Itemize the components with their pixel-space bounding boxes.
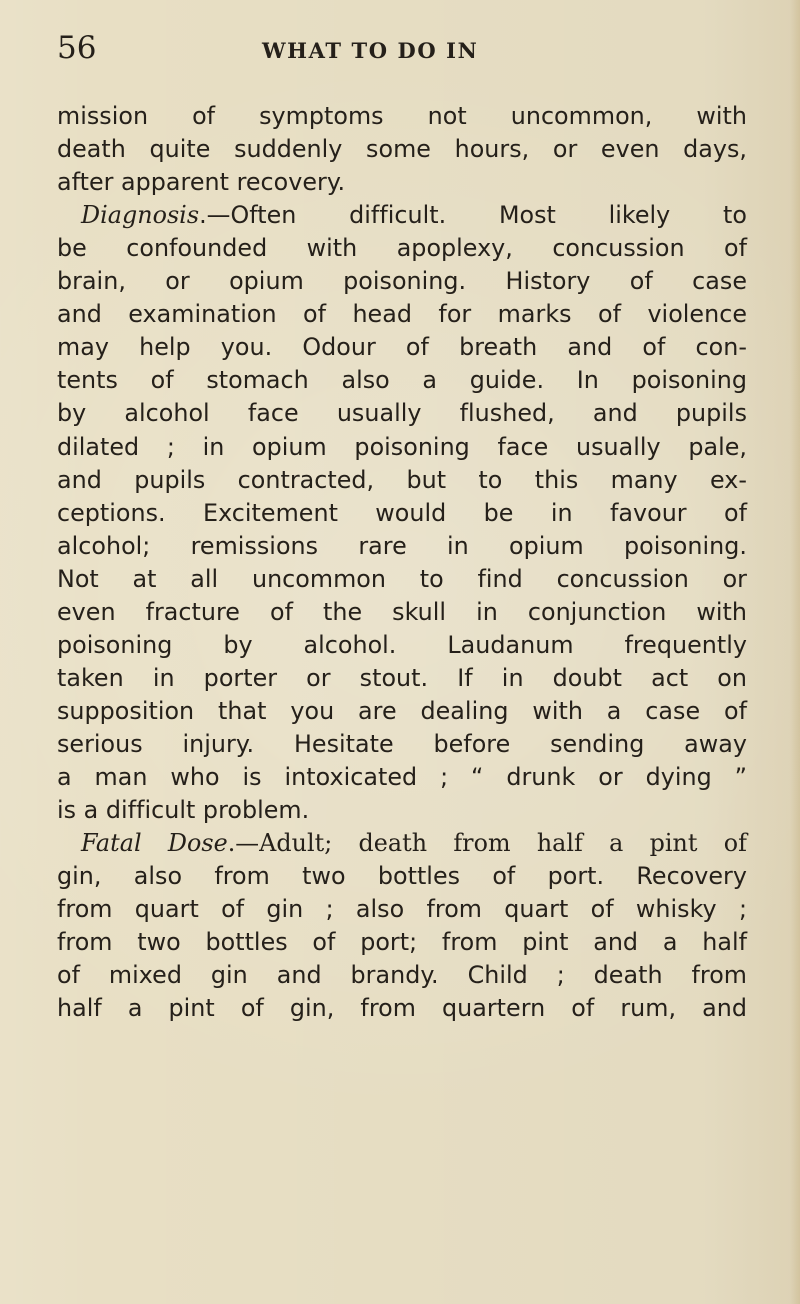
text-line bbox=[57, 464, 747, 497]
text-run: ceptions. Excitement would be in favour of bbox=[57, 498, 747, 527]
text-run: dilated ; in opium poisoning face usually pale, bbox=[57, 432, 747, 461]
text-line bbox=[57, 695, 747, 728]
text-line bbox=[57, 926, 747, 959]
text-run: and pupils contracted, but to this many ex- bbox=[57, 465, 747, 494]
text-line bbox=[57, 728, 747, 761]
text-run: supposition that you are dealing with a case of bbox=[57, 696, 747, 725]
text-line bbox=[57, 662, 747, 695]
text-run: tents of stomach also a guide. In poisoning bbox=[57, 366, 747, 395]
running-head: WHAT TO DO IN bbox=[262, 38, 479, 63]
text-line bbox=[57, 298, 747, 331]
text-run: even fracture of the skull in conjunction with bbox=[57, 597, 747, 626]
text-line bbox=[57, 100, 747, 133]
text-line bbox=[57, 166, 747, 199]
text-run: half a pint of gin, from quartern of rum, and bbox=[57, 994, 747, 1023]
text-line bbox=[57, 794, 747, 827]
text-line bbox=[57, 431, 747, 464]
text-line bbox=[57, 629, 747, 662]
text-line bbox=[57, 364, 747, 397]
text-line bbox=[57, 265, 747, 298]
text-line bbox=[81, 199, 747, 232]
text-line bbox=[57, 232, 747, 265]
page-header bbox=[57, 30, 747, 70]
text-line bbox=[81, 827, 747, 860]
text-line bbox=[57, 761, 747, 794]
text-run: of mixed gin and brandy. Child ; death from bbox=[57, 961, 747, 990]
text-line bbox=[57, 497, 747, 530]
text-run: from quart of gin ; also from quart of whisky ; bbox=[57, 895, 747, 924]
text-run: may help you. Odour of breath and of con- bbox=[57, 333, 747, 362]
text-line bbox=[57, 596, 747, 629]
page-edge-shadow bbox=[790, 0, 800, 1304]
text-run: serious injury. Hesitate before sending away bbox=[57, 729, 747, 758]
text-line bbox=[57, 860, 747, 893]
text-run: mission of symptoms not uncommon, with bbox=[57, 102, 747, 130]
text-run: taken in porter or stout. If in doubt act on bbox=[57, 663, 747, 692]
text-line bbox=[57, 530, 747, 563]
text-run: a man who is intoxicated ; “ drunk or dying ” bbox=[57, 763, 747, 791]
text-run: be confounded with apoplexy, concussion of bbox=[57, 234, 747, 263]
text-line bbox=[57, 992, 747, 1025]
text-line bbox=[57, 133, 747, 166]
text-run: Diagnosis bbox=[81, 201, 200, 230]
text-run: and examination of head for marks of violence bbox=[57, 300, 747, 329]
text-run: Not at all uncommon to find concussion or bbox=[57, 564, 747, 593]
text-run: is a difficult problem. bbox=[57, 796, 310, 825]
text-line bbox=[57, 959, 747, 992]
text-line bbox=[57, 331, 747, 364]
page-number: 56 bbox=[57, 30, 97, 66]
text-line bbox=[57, 397, 747, 430]
text-run: poisoning by alcohol. Laudanum frequently bbox=[57, 630, 747, 659]
text-run: brain, or opium poisoning. History of case bbox=[57, 267, 747, 296]
text-run: alcohol; remissions rare in opium poisoning. bbox=[57, 531, 747, 560]
text-line bbox=[57, 563, 747, 596]
text-run: .—Often difficult. Most likely to bbox=[199, 201, 747, 230]
text-run: Fatal Dose bbox=[81, 829, 228, 858]
text-run: gin, also from two bottles of port. Recovery bbox=[57, 862, 747, 891]
text-run: death quite suddenly some hours, or even days, bbox=[57, 135, 747, 164]
text-run: after apparent recovery. bbox=[57, 168, 346, 197]
text-run: from two bottles of port; from pint and a half bbox=[57, 928, 747, 957]
text-run: .—Adult; death from half a pint of bbox=[227, 829, 747, 858]
text-run: by alcohol face usually flushed, and pupils bbox=[57, 399, 747, 428]
text-line bbox=[57, 893, 747, 926]
